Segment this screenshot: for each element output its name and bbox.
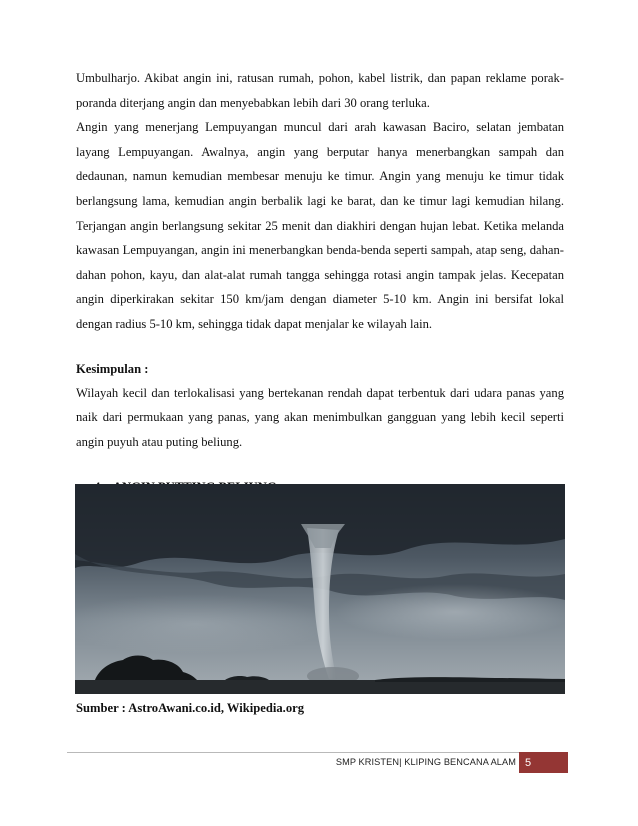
paragraph-umbulharjo: Umbulharjo. Akibat angin ini, ratusan rumah, pohon, kabel listrik, dan papan reklame porak-poranda diterjang angin dan menyebabkan lebih dari 30 orang terluka. <box>76 71 564 110</box>
conclusion-heading: Kesimpulan : <box>76 361 149 376</box>
paragraph-lempuyangan: Angin yang menerjang Lempuyangan muncul dari arah kawasan Baciro, selatan jembatan layang Lempuyangan. Awalnya, angin yang berputar hanya menerbangkan sampah dan dedaunan, namun kemudian membesar menuju ke timur. Angin yang menuju ke timur tidak berlangsung lama, kemudian angin berbalik lagi ke barat, dan ke timur lagi kemudian hilang. Terjangan angin berlangsung sekitar 25 menit dan diakhiri dengan hujan lebat. Ketika melanda kawasan Lempuyangan, angin ini menerbangkan benda-benda seperti sampah, atap seng, dahan-dahan pohon, kayu, dan alat-alat rumah tangga sehingga rotasi angin tampak jelas. Kecepatan angin diperkirakan sekitar 150 km/jam dengan diameter 5-10 km. Angin ini bersifat lokal dengan radius 5-10 km, sehingga tidak dapat menjalar ke wilayah lain. <box>76 120 564 331</box>
tornado-image <box>75 484 565 694</box>
footer-label: SMP KRISTEN| KLIPING BENCANA ALAM <box>335 757 516 767</box>
page-content <box>76 66 564 497</box>
figure-caption: Sumber : AstroAwani.co.id, Wikipedia.org <box>76 701 305 715</box>
tornado-photo <box>75 484 565 694</box>
footer-divider <box>67 752 519 753</box>
conclusion-text: Wilayah kecil dan terlokalisasi yang bertekanan rendah dapat terbentuk dari udara panas yang naik dari permukaan yang panas, yang akan menimbulkan gangguan yang lebih kecil seperti angin puyuh atau puting beliung. <box>76 385 564 449</box>
page-number-badge <box>519 752 568 773</box>
page-number: 5 <box>525 756 532 769</box>
